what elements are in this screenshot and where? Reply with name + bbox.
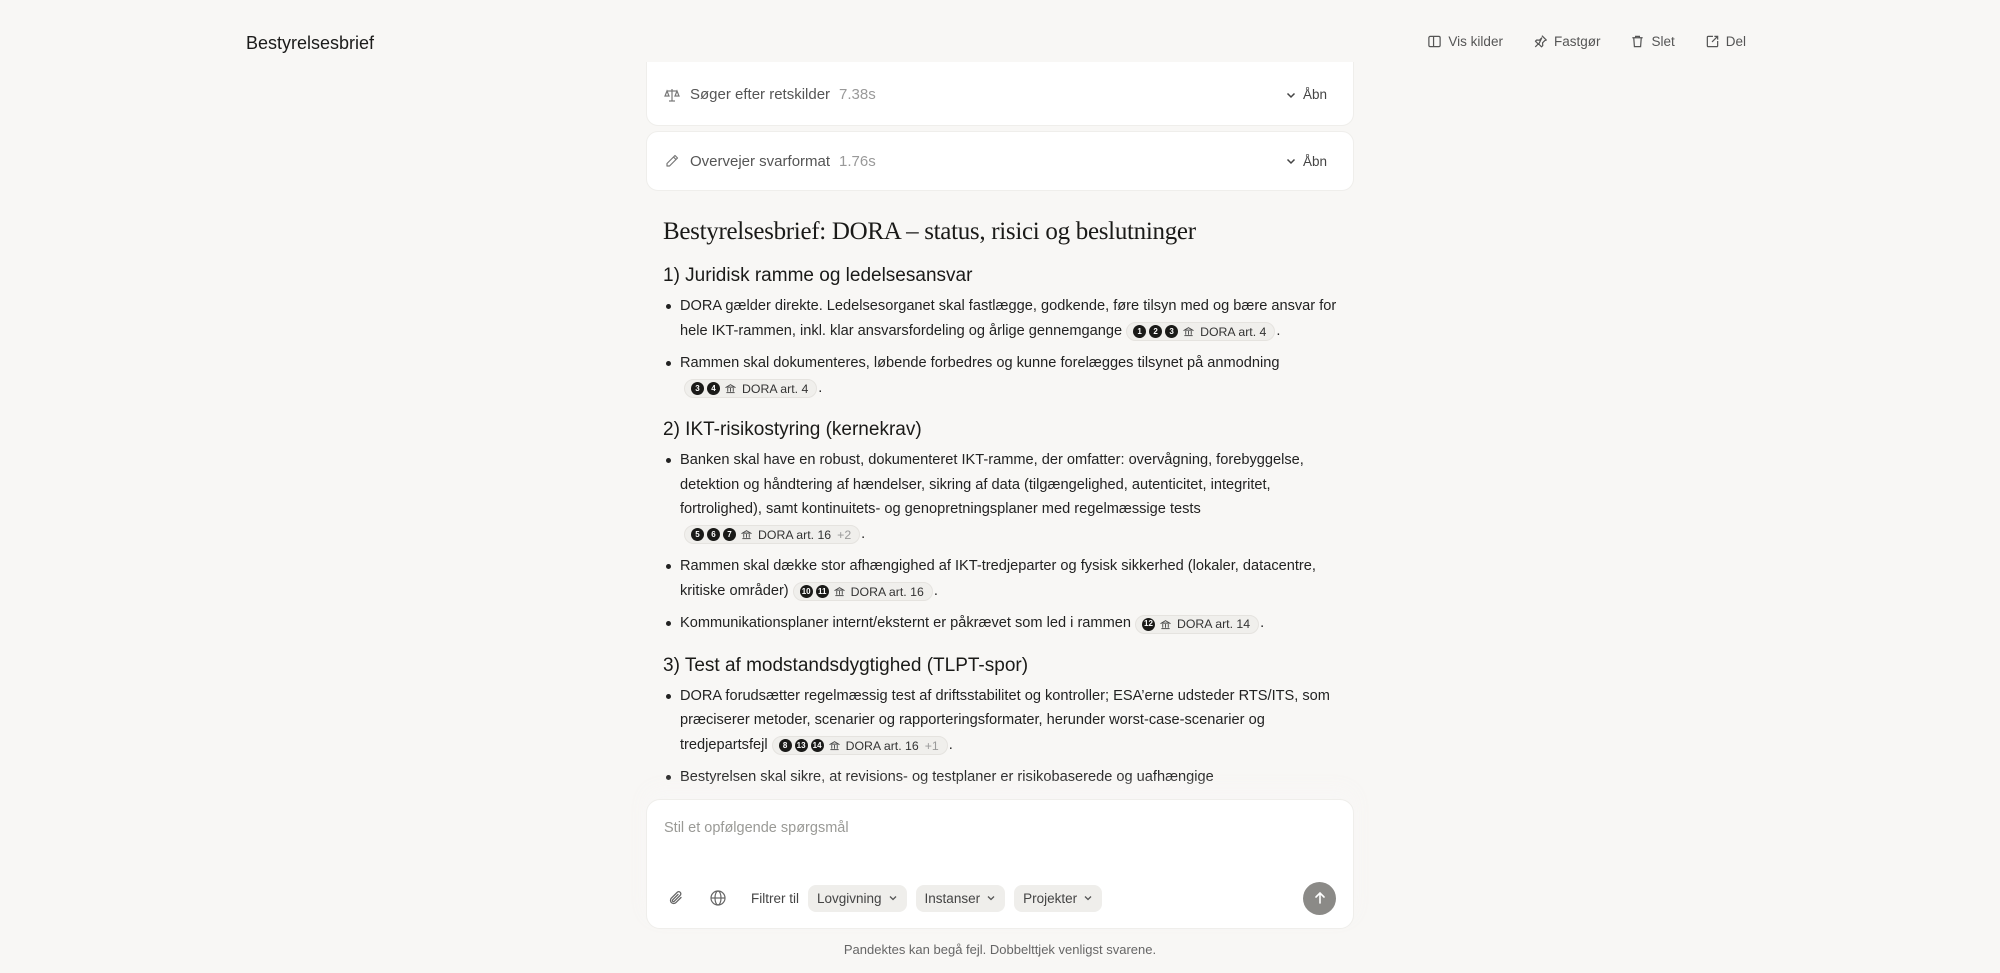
pin-icon bbox=[1533, 34, 1548, 49]
list-item bbox=[663, 554, 1337, 603]
step-label: Søger efter retskilder bbox=[690, 86, 831, 103]
pin-button[interactable] bbox=[1533, 34, 1601, 49]
citation-chip[interactable] bbox=[772, 736, 948, 755]
citation-number: 3 bbox=[691, 382, 704, 395]
bullet-list bbox=[663, 448, 1337, 636]
citation-number: 14 bbox=[811, 739, 824, 752]
citation-number: 13 bbox=[795, 739, 808, 752]
filter-label: Filtrer til bbox=[751, 890, 799, 906]
citation-ref: DORA art. 16 bbox=[850, 584, 924, 599]
filter-pill-label: Instanser bbox=[924, 890, 981, 906]
delete-button[interactable] bbox=[1630, 34, 1674, 49]
bullet-text: DORA forudsætter regelmæssig test af driftsstabilitet og kontroller; ESA’erne udsteder RTS/ITS, som præciserer metoder, scenarier og rapporteringsformater, herunder worst-case-scenarier og tredjepartsfejl bbox=[680, 687, 1330, 753]
chevron-down-icon bbox=[1083, 893, 1093, 903]
step-duration: 1.76s bbox=[839, 152, 876, 170]
share-label: Del bbox=[1725, 34, 1746, 49]
citation-number: 11 bbox=[816, 585, 829, 598]
step-card-search[interactable] bbox=[646, 62, 1354, 126]
bank-icon bbox=[739, 529, 755, 540]
bullet-text: Rammen skal dokumenteres, løbende forbedres og kunne forelægges tilsynet på anmodning bbox=[680, 355, 1280, 371]
citation-number: 3 bbox=[1165, 325, 1178, 338]
citation-ref: DORA art. 4 bbox=[742, 381, 809, 396]
bank-icon bbox=[1181, 326, 1197, 337]
filter-pill-label: Projekter bbox=[1023, 890, 1078, 906]
delete-label: Slet bbox=[1651, 34, 1675, 49]
globe-icon[interactable] bbox=[709, 889, 727, 907]
composer bbox=[646, 799, 1354, 929]
open-step-button[interactable] bbox=[1285, 154, 1327, 169]
section-heading: 1) Juridisk ramme og ledelsesansvar bbox=[663, 265, 973, 286]
punctuation: . bbox=[1276, 322, 1281, 339]
filter-instances-dropdown[interactable] bbox=[916, 885, 1006, 912]
follow-up-input[interactable] bbox=[664, 820, 1304, 836]
step-card-format[interactable] bbox=[646, 131, 1354, 191]
share-button[interactable] bbox=[1705, 34, 1746, 49]
filter-projects-dropdown[interactable] bbox=[1014, 885, 1102, 912]
header-actions bbox=[1427, 34, 1746, 49]
send-button[interactable] bbox=[1303, 882, 1336, 915]
citation-more: +1 bbox=[924, 738, 939, 753]
punctuation: . bbox=[948, 736, 953, 753]
document-title: Bestyrelsesbrief: DORA – status, risici og beslutninger bbox=[663, 218, 1196, 245]
step-duration: 7.38s bbox=[839, 86, 876, 103]
bank-icon bbox=[723, 383, 739, 394]
open-label: Åbn bbox=[1302, 87, 1327, 102]
paperclip-icon[interactable] bbox=[667, 889, 685, 907]
pin-label: Fastgør bbox=[1553, 34, 1601, 49]
citation-number: 10 bbox=[800, 585, 813, 598]
show-sources-label: Vis kilder bbox=[1448, 34, 1503, 49]
list-item bbox=[663, 448, 1337, 546]
citation-number: 6 bbox=[707, 528, 720, 541]
chevron-down-icon bbox=[986, 893, 996, 903]
punctuation: . bbox=[861, 525, 866, 542]
bullet-text: Rammen skal dække stor afhængighed af IKT-tredjeparter og fysisk sikkerhed (lokaler, datacentre, kritiske områder) bbox=[680, 558, 1316, 599]
punctuation: . bbox=[933, 582, 938, 599]
citation-chip[interactable] bbox=[1126, 322, 1275, 341]
list-item bbox=[663, 294, 1337, 343]
citation-ref: DORA art. 16 bbox=[758, 527, 832, 542]
citation-chip[interactable] bbox=[684, 379, 817, 398]
citation-number: 1 bbox=[1133, 325, 1146, 338]
bank-icon bbox=[827, 740, 843, 751]
answer-document bbox=[646, 218, 1354, 790]
composer-toolbar bbox=[667, 883, 1336, 913]
citation-ref: DORA art. 16 bbox=[845, 738, 919, 753]
citation-chip[interactable] bbox=[684, 525, 860, 544]
filter-pill-label: Lovgivning bbox=[817, 890, 882, 906]
document-sections bbox=[663, 265, 1337, 790]
page-title: Bestyrelsesbrief bbox=[246, 33, 375, 53]
step-label: Overvejer svarformat bbox=[690, 152, 831, 170]
chevron-down-icon bbox=[888, 893, 898, 903]
filter-legislation-dropdown[interactable] bbox=[808, 885, 907, 912]
disclaimer: Pandektes kan begå fejl. Dobbelttjek venligst svarene. bbox=[843, 942, 1157, 957]
citation-number: 7 bbox=[723, 528, 736, 541]
bank-icon bbox=[832, 586, 848, 597]
scales-icon bbox=[664, 87, 680, 103]
chevron-down-icon bbox=[1285, 89, 1297, 101]
bank-icon bbox=[1158, 619, 1174, 630]
conversation-column bbox=[646, 62, 1354, 798]
arrow-up-icon bbox=[1313, 891, 1327, 905]
citation-number: 2 bbox=[1149, 325, 1162, 338]
bullet-text: DORA gælder direkte. Ledelsesorganet skal fastlægge, godkende, føre tilsyn med og bære ansvar for hele IKT-rammen, inkl. klar ansvarsfordeling og årlige gennemgange bbox=[680, 298, 1337, 339]
citation-number: 12 bbox=[1142, 618, 1155, 631]
bullet-list bbox=[663, 294, 1337, 400]
list-item bbox=[663, 351, 1337, 400]
open-step-button[interactable] bbox=[1285, 87, 1327, 102]
citation-number: 8 bbox=[779, 739, 792, 752]
sidebar-icon bbox=[1427, 34, 1442, 49]
bullet-text: Bestyrelsen skal sikre, at revisions- og testplaner er risikobaserede og uafhængige bbox=[680, 769, 1214, 785]
trash-icon bbox=[1630, 34, 1645, 49]
section-heading: 2) IKT-risikostyring (kernekrav) bbox=[663, 419, 922, 440]
citation-ref: DORA art. 14 bbox=[1176, 617, 1251, 631]
open-label: Åbn bbox=[1302, 153, 1327, 169]
bullet-text: Kommunikationsplaner internt/eksternt er påkrævet som led i rammen bbox=[680, 615, 1131, 631]
bullet-text: Banken skal have en robust, dokumenteret IKT-ramme, der omfatter: overvågning, forebyggelse, detektion og håndtering af hændelser, sikring af data (tilgængelighed, autenticitet, integritet, fortrolighed), samt kontinuitets- og genopretningsplaner med regelmæssige tests bbox=[680, 452, 1304, 517]
pencil-icon bbox=[664, 153, 680, 169]
punctuation: . bbox=[818, 379, 823, 396]
share-icon bbox=[1705, 34, 1720, 49]
list-item bbox=[663, 684, 1337, 758]
section-heading: 3) Test af modstandsdygtighed (TLPT-spor) bbox=[663, 654, 1029, 676]
show-sources-button[interactable] bbox=[1427, 34, 1503, 49]
list-item bbox=[663, 765, 1337, 790]
punctuation: . bbox=[1260, 615, 1265, 631]
citation-chip[interactable] bbox=[793, 582, 933, 601]
citation-chip[interactable] bbox=[1135, 615, 1259, 634]
chevron-down-icon bbox=[1285, 155, 1297, 167]
bullet-list bbox=[663, 684, 1337, 790]
citation-number: 5 bbox=[691, 528, 704, 541]
citation-ref: DORA art. 4 bbox=[1200, 324, 1267, 339]
citation-number: 4 bbox=[707, 382, 720, 395]
list-item bbox=[663, 611, 1337, 636]
citation-more: +2 bbox=[837, 527, 852, 542]
